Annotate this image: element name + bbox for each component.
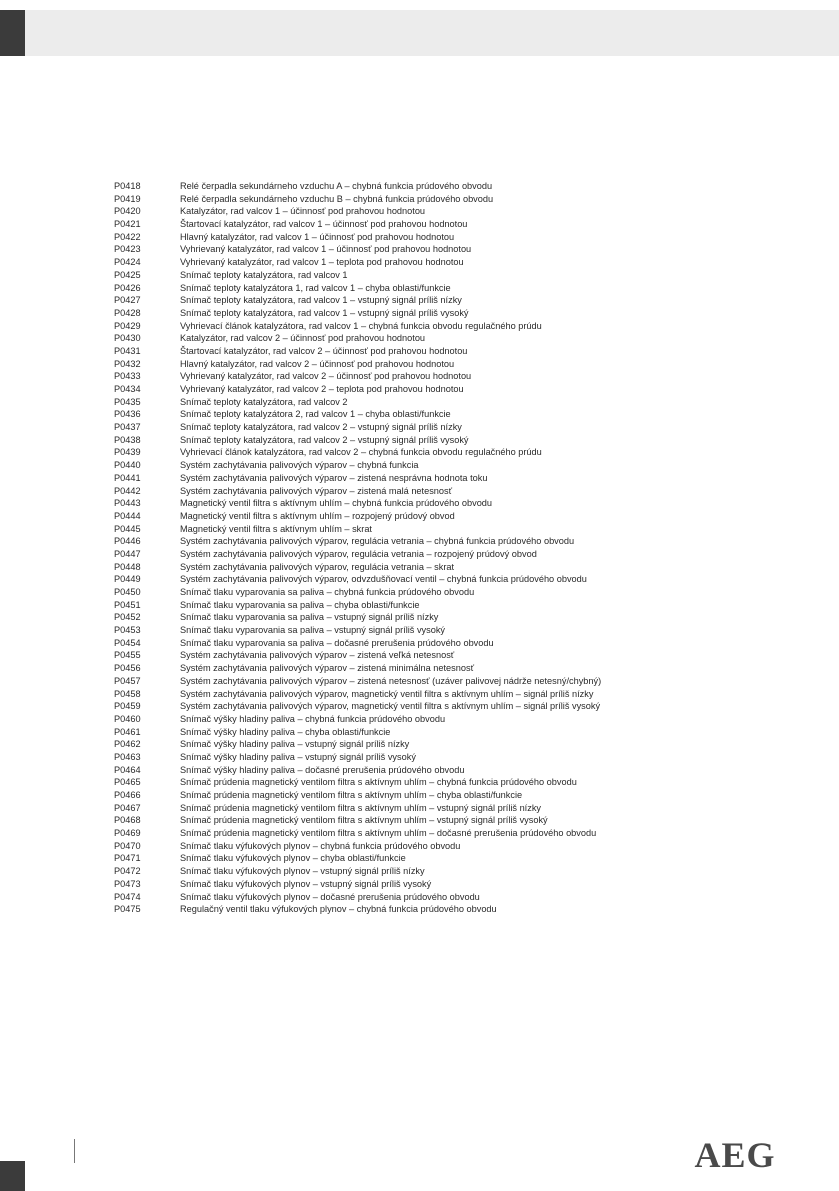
list-item (114, 320, 714, 333)
fault-code: P0467 (114, 802, 141, 813)
fault-description: Katalyzátor, rad valcov 1 – účinnosť pod prahovou hodnotou (180, 206, 426, 217)
list-item (114, 472, 714, 485)
fault-description: Snímač prúdenia magnetický ventilom filtra s aktívnym uhlím – vstupný signál príliš nízky (180, 802, 542, 813)
list-item (114, 421, 714, 434)
fault-description: Vyhrievaný katalyzátor, rad valcov 2 – teplota pod prahovou hodnotou (180, 384, 464, 394)
fault-code: P0451 (114, 599, 141, 610)
fault-description: Snímač tlaku vyparovania sa paliva – vstupný signál príliš vysoký (180, 625, 446, 636)
list-item (114, 713, 714, 726)
list-item (114, 205, 714, 218)
list-item (114, 345, 714, 358)
fault-code: P0472 (114, 866, 141, 877)
list-item (114, 852, 714, 865)
fault-code: P0429 (114, 320, 141, 331)
list-item (114, 561, 714, 574)
list-item (114, 358, 714, 371)
fault-code: P0453 (114, 625, 141, 636)
fault-description: Snímač teploty katalyzátora, rad valcov 1 – vstupný signál príliš vysoký (180, 307, 469, 318)
fault-code: P0440 (114, 460, 141, 471)
fault-code: P0473 (114, 878, 141, 889)
list-item (114, 523, 714, 536)
fault-code: P0424 (114, 257, 141, 268)
fault-code: P0475 (114, 904, 141, 915)
list-item (114, 624, 714, 637)
fault-code: P0426 (114, 282, 141, 293)
fault-code: P0439 (114, 447, 141, 458)
list-item (114, 243, 714, 256)
fault-description: Systém zachytávania palivových výparov – zistená veľká netesnosť (180, 650, 455, 661)
fault-code: P0448 (114, 561, 141, 572)
fault-code: P0437 (114, 422, 141, 433)
fault-code-list (114, 180, 714, 916)
list-item (114, 497, 714, 510)
fault-code: P0425 (114, 269, 141, 280)
fault-code: P0441 (114, 472, 141, 483)
fault-description: Štartovací katalyzátor, rad valcov 2 – účinnosť pod prahovou hodnotou (180, 345, 468, 356)
list-item (114, 231, 714, 244)
fault-description: Snímač prúdenia magnetický ventilom filtra s aktívnym uhlím – vstupný signál príliš vysoký (180, 815, 548, 826)
fault-code: P0454 (114, 637, 141, 648)
aeg-logo (682, 1134, 788, 1174)
page-edge-tab-top (0, 10, 25, 56)
fault-code: P0444 (114, 510, 141, 521)
fault-code: P0421 (114, 219, 141, 230)
fault-code: P0446 (114, 536, 141, 547)
list-item (114, 827, 714, 840)
fault-code: P0452 (114, 612, 141, 623)
fault-description: Systém zachytávania palivových výparov – zistená minimálna netesnosť (180, 663, 475, 674)
fault-code: P0420 (114, 206, 141, 217)
list-item (114, 193, 714, 206)
fault-description: Snímač teploty katalyzátora, rad valcov 1 – vstupný signál príliš nízky (180, 295, 462, 306)
list-item (114, 840, 714, 853)
fault-code: P0457 (114, 675, 141, 686)
fault-description: Snímač teploty katalyzátora, rad valcov 1 (180, 269, 348, 280)
list-item (114, 573, 714, 586)
fault-description: Magnetický ventil filtra s aktívnym uhlím – chybná funkcia prúdového obvodu (180, 498, 493, 509)
list-item (114, 218, 714, 231)
fault-description: Snímač tlaku výfukových plynov – vstupný signál príliš nízky (180, 866, 425, 877)
fault-code: P0462 (114, 739, 141, 750)
page-edge-tab-bottom (0, 1161, 25, 1191)
fault-description: Snímač teploty katalyzátora, rad valcov 2 – vstupný signál príliš vysoký (180, 434, 469, 445)
fault-code: P0433 (114, 371, 141, 382)
fault-description: Snímač výšky hladiny paliva – dočasné prerušenia prúdového obvodu (180, 764, 465, 775)
fault-code: P0455 (114, 650, 141, 661)
list-item (114, 383, 714, 396)
fault-code: P0427 (114, 295, 141, 306)
fault-code: P0456 (114, 663, 141, 674)
list-item (114, 688, 714, 701)
fault-code: P0434 (114, 384, 141, 394)
list-item (114, 649, 714, 662)
fault-description: Systém zachytávania palivových výparov, regulácia vetrania – skrat (180, 561, 455, 572)
fault-code: P0466 (114, 790, 141, 800)
list-item (114, 751, 714, 764)
list-item (114, 396, 714, 409)
list-item (114, 307, 714, 320)
fault-description: Systém zachytávania palivových výparov – zistená netesnosť (uzáver palivovej nádrže netesný/chybný) (180, 675, 602, 686)
fault-code: P0470 (114, 840, 141, 851)
fault-code: P0419 (114, 193, 141, 204)
fault-code: P0418 (114, 181, 141, 191)
fault-code: P0423 (114, 244, 141, 255)
fault-description: Katalyzátor, rad valcov 2 – účinnosť pod prahovou hodnotou (180, 333, 426, 344)
list-item (114, 611, 714, 624)
fault-description: Snímač tlaku výfukových plynov – chybná funkcia prúdového obvodu (180, 840, 461, 851)
list-item (114, 586, 714, 599)
fault-description: Vyhrievaný katalyzátor, rad valcov 1 – teplota pod prahovou hodnotou (180, 257, 464, 268)
list-item (114, 878, 714, 891)
fault-description: Systém zachytávania palivových výparov, magnetický ventil filtra s aktívnym uhlím – signál príliš nízky (180, 688, 594, 699)
fault-description: Snímač tlaku vyparovania sa paliva – dočasné prerušenia prúdového obvodu (180, 637, 494, 648)
list-item (114, 814, 714, 827)
fault-description: Systém zachytávania palivových výparov, magnetický ventil filtra s aktívnym uhlím – signál príliš vysoký (180, 701, 601, 712)
fault-description: Snímač tlaku vyparovania sa paliva – vstupný signál príliš nízky (180, 612, 439, 623)
fault-description: Snímač tlaku výfukových plynov – chyba oblasti/funkcie (180, 853, 406, 864)
fault-description: Snímač výšky hladiny paliva – chyba oblasti/funkcie (180, 726, 391, 737)
fault-description: Vyhrievaný katalyzátor, rad valcov 1 – účinnosť pod prahovou hodnotou (180, 244, 472, 255)
list-item (114, 446, 714, 459)
list-item (114, 726, 714, 739)
fault-code: P0432 (114, 358, 141, 369)
fault-description: Regulačný ventil tlaku výfukových plynov – chybná funkcia prúdového obvodu (180, 904, 497, 915)
fault-code: P0428 (114, 307, 141, 318)
fault-description: Magnetický ventil filtra s aktívnym uhlím – skrat (180, 523, 372, 534)
fault-description: Systém zachytávania palivových výparov – chybná funkcia (180, 460, 419, 471)
list-item (114, 789, 714, 802)
fault-code: P0464 (114, 764, 141, 775)
fault-description: Snímač výšky hladiny paliva – vstupný signál príliš nízky (180, 739, 410, 750)
fault-description: Snímač teploty katalyzátora 1, rad valcov 1 – chyba oblasti/funkcie (180, 282, 451, 293)
fault-code: P0449 (114, 574, 141, 585)
fault-description: Hlavný katalyzátor, rad valcov 1 – účinnosť pod prahovou hodnotou (180, 231, 455, 242)
fault-description: Snímač teploty katalyzátora 2, rad valcov 1 – chyba oblasti/funkcie (180, 409, 451, 420)
fault-code: P0445 (114, 523, 141, 534)
fault-description: Snímač výšky hladiny paliva – vstupný signál príliš vysoký (180, 751, 416, 762)
page-header-band (0, 10, 839, 56)
fault-description: Snímač prúdenia magnetický ventilom filtra s aktívnym uhlím – dočasné prerušenia prúdového obvodu (180, 828, 597, 839)
fault-description: Snímač tlaku vyparovania sa paliva – chyba oblasti/funkcie (180, 599, 420, 610)
list-item (114, 485, 714, 498)
list-item (114, 700, 714, 713)
fault-description: Systém zachytávania palivových výparov, regulácia vetrania – chybná funkcia prúdového obvodu (180, 536, 575, 547)
fault-code: P0460 (114, 713, 141, 724)
list-item (114, 269, 714, 282)
fault-description: Snímač tlaku výfukových plynov – dočasné prerušenia prúdového obvodu (180, 891, 480, 902)
footer-divider (74, 1139, 75, 1163)
fault-code: P0431 (114, 345, 141, 356)
fault-description: Systém zachytávania palivových výparov, odvzdušňovací ventil – chybná funkcia prúdového obvodu (180, 574, 587, 585)
fault-code: P0465 (114, 777, 141, 788)
list-item (114, 294, 714, 307)
list-item (114, 510, 714, 523)
fault-description: Snímač tlaku výfukových plynov – vstupný signál príliš vysoký (180, 878, 432, 889)
fault-description: Vyhrievací článok katalyzátora, rad valcov 1 – chybná funkcia obvodu regulačného prúdu (180, 320, 542, 331)
fault-description: Systém zachytávania palivových výparov – zistená nesprávna hodnota toku (180, 472, 488, 483)
fault-description: Vyhrievací článok katalyzátora, rad valcov 2 – chybná funkcia obvodu regulačného prúdu (180, 447, 542, 458)
list-item (114, 903, 714, 916)
list-item (114, 282, 714, 295)
fault-code: P0450 (114, 587, 141, 597)
list-item (114, 434, 714, 447)
list-item (114, 637, 714, 650)
list-item (114, 675, 714, 688)
fault-code: P0438 (114, 434, 141, 445)
fault-code: P0471 (114, 853, 141, 864)
list-item (114, 891, 714, 904)
fault-description: Vyhrievaný katalyzátor, rad valcov 2 – účinnosť pod prahovou hodnotou (180, 371, 472, 382)
fault-code: P0461 (114, 726, 141, 737)
fault-code: P0430 (114, 333, 141, 344)
fault-description: Snímač prúdenia magnetický ventilom filtra s aktívnym uhlím – chyba oblasti/funkcie (180, 790, 523, 800)
fault-code: P0436 (114, 409, 141, 420)
fault-description: Snímač tlaku vyparovania sa paliva – chybná funkcia prúdového obvodu (180, 587, 475, 597)
fault-code: P0422 (114, 231, 141, 242)
list-item (114, 865, 714, 878)
list-item (114, 764, 714, 777)
list-item (114, 256, 714, 269)
list-item (114, 776, 714, 789)
fault-code: P0435 (114, 396, 141, 407)
fault-description: Relé čerpadla sekundárneho vzduchu B – chybná funkcia prúdového obvodu (180, 193, 494, 204)
list-item (114, 662, 714, 675)
fault-description: Hlavný katalyzátor, rad valcov 2 – účinnosť pod prahovou hodnotou (180, 358, 455, 369)
list-item (114, 459, 714, 472)
list-item (114, 599, 714, 612)
list-item (114, 408, 714, 421)
list-item (114, 535, 714, 548)
fault-description: Relé čerpadla sekundárneho vzduchu A – chybná funkcia prúdového obvodu (180, 181, 493, 191)
fault-code: P0469 (114, 828, 141, 839)
fault-code: P0459 (114, 701, 141, 712)
fault-description: Snímač výšky hladiny paliva – chybná funkcia prúdového obvodu (180, 713, 446, 724)
fault-code: P0443 (114, 498, 141, 509)
list-item (114, 738, 714, 751)
aeg-logo-text: AEG (694, 1135, 776, 1174)
fault-description: Snímač teploty katalyzátora, rad valcov 2 (180, 396, 348, 407)
list-item (114, 370, 714, 383)
fault-description: Magnetický ventil filtra s aktívnym uhlím – rozpojený prúdový obvod (180, 510, 455, 521)
fault-description: Systém zachytávania palivových výparov – zistená malá netesnosť (180, 485, 453, 496)
fault-description: Štartovací katalyzátor, rad valcov 1 – účinnosť pod prahovou hodnotou (180, 219, 468, 230)
fault-description: Snímač prúdenia magnetický ventilom filtra s aktívnym uhlím – chybná funkcia prúdového obvodu (180, 777, 577, 788)
fault-code: P0447 (114, 548, 141, 559)
fault-code: P0474 (114, 891, 141, 902)
fault-code: P0468 (114, 815, 141, 826)
list-item (114, 180, 714, 193)
fault-code: P0463 (114, 751, 141, 762)
fault-code: P0442 (114, 485, 141, 496)
fault-code: P0458 (114, 688, 141, 699)
fault-description: Systém zachytávania palivových výparov, regulácia vetrania – rozpojený prúdový obvod (180, 548, 537, 559)
list-item (114, 548, 714, 561)
list-item (114, 332, 714, 345)
list-item (114, 802, 714, 815)
fault-description: Snímač teploty katalyzátora, rad valcov 2 – vstupný signál príliš nízky (180, 422, 462, 433)
